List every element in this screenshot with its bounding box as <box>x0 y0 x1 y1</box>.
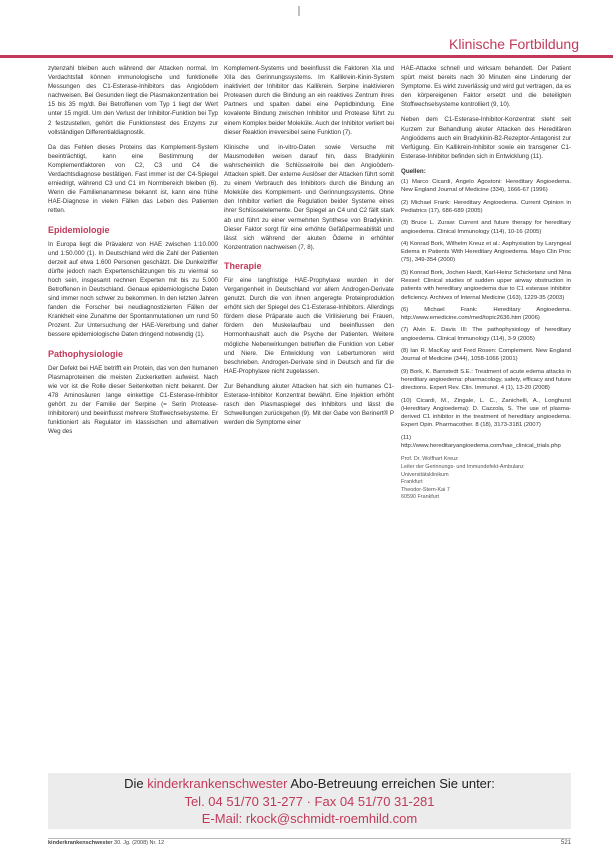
reference-list <box>401 178 571 450</box>
promo-headline <box>48 775 571 793</box>
promo-phone: Tel. 04 51/70 31-277 · Fax 04 51/70 31-281 <box>184 794 435 809</box>
heading-pathophysiologie: Pathophysiologie <box>48 348 124 359</box>
heading-therapie: Therapie <box>224 260 262 271</box>
reference-item: (4) Konrad Bork, Wilhelm Kreuz et al.: Asphyxiation by Laryngeal Edema in Patients With Hereditary Angioedema. Mayo Clin Proc (75), 349-354 (2000) <box>401 240 571 264</box>
paragraph: HAE-Attacke schnell und wirksam behandelt. Der Patient spürt meist bereits nach 30 Minuten eine Linderung der Symptome. Es wirkt zuverlässig und wird gut vertragen, da es den körpereigenen Faktor ersetzt und die beteiligten Stoffwechselsysteme kontrolliert (9, 10). <box>401 65 571 109</box>
page-header <box>0 0 613 62</box>
paragraph: Für eine langfristige HAE-Prophylaxe wurden in der Vergangenheit in Deutschland vor allem Androgen-Derivate genutzt. Durch die von ihnen angeregte Proteinproduktion erhöht sich der Spiegel des C1-Esterase-Inhibitors. Allerdings fördern diese Präparate auch die Virilisierung bei Frauen, fördern den Muskelaufbau und beeinflussen den Hormonhaushalt auch die Psyche der Patienten. Weitere mögliche Nebenwirkungen betreffen die Funktion von Leber und Niere. Die Entwicklung von Lebertumoren wird beschrieben. Androgen-Derivate sind in Deutsch and für die HAE-Prophylaxe nicht zugelassen. <box>224 276 394 375</box>
paragraph: Klinische und in-vitro-Daten sowie Versuche mit Mausmodellen weisen darauf hin, dass Bradykinin wahrscheinlich die Schlüsselrolle bei den Angioödem-Attacken spielt. Der externe Auslöser der Attacken führt somit zu einem Verbrauch des Inhibitors durch die Bindung an Moleküle des Komplement- und Gerinnungssystems. Ohne den Inhibitor verliert die Regulation beider Systeme eines ihrer Schlüsselelemente. Der Spiegel an C4 und C2 fällt stark ab und führt zu einer vermehrten Synthese von Bradykinin. Dieser Faktor sorgt für eine erhöhte Gefäßpermeabilität und lässt sich während der akuten Ödeme in erhöhter Konzentration nachweisen (7, 8). <box>224 143 394 251</box>
reference-item: (6) Michael Frank: Hereditary Angioedema. http://www.emedicine.com/med/topic2636.htm (2006) <box>401 306 571 322</box>
paragraph: Zur Behandlung akuter Attacken hat sich ein humanes C1-Esterase-Inhibitor Konzentrat bewährt. Eine Injektion erhöht rasch den Plasmaspiegel des Inhibitors und lässt die Schwellungen zurückgehen (9). Mit der Gabe von Berinert® P werden die Symptome einer <box>224 382 394 427</box>
address-line: Universitätsklinikum <box>401 471 449 478</box>
footer-rule <box>48 838 571 839</box>
reference-item: (9) Bork, K. Barnstedt S.E.: Treatment of acute edema attacks in hereditary angioedema: pharmacology, safety, efficacy and future directions. Expert Rev. Clin. Immunol. 4 (1), 13-20 (2008) <box>401 368 571 392</box>
paragraph: Komplement-Systems und beeinflusst die Faktoren XIa und XIIa des Gerinnungssystems. Im Kallikrein-Kinin-System inaktiviert der Inhibitor das Kallikrein. Serpine inaktivieren Proteasen durch die Bindung an ein reaktives Zentrum ihres Partners und spalten dabei eine Peptidbindung. Eine kovalente Bindung zwischen Inhibitor und Protease führt zu einem Komplex beider Moleküle. Auch der Inhibitor verliert bei dieser Reaktion irreversibel seine Funktion (7). <box>224 65 394 136</box>
promo-post: Abo-Betreuung erreichen Sie unter: <box>287 776 495 791</box>
reference-item: (5) Konrad Bork, Jochen Hardt, Karl-Heinz Schicketanz und Nina Ressel: Clinical studies of sudden upper airway obstruction in patients with hereditary angioedema due to C1 esterase inhibitor deficiency. Archives of Internal Medicine (163), 1229-35 (2003) <box>401 269 571 301</box>
reference-item: (11) http://www.hereditaryangioedema.com/hae_clinical_trials.php <box>401 434 561 450</box>
page-number: 521 <box>560 840 571 846</box>
address-line: Frankfurt <box>401 479 423 486</box>
address-line: Theodor-Stern-Kai 7 <box>401 486 450 493</box>
page-mark <box>298 6 300 16</box>
heading-epidemiologie: Epidemiologie <box>48 224 110 235</box>
references-heading: Quellen: <box>401 167 426 175</box>
footer-citation <box>48 840 164 846</box>
footer-journal: kinderkrankenschwester <box>48 840 113 846</box>
promo-brand: kinderkrankenschwester <box>147 776 288 791</box>
reference-item: (1) Marco Cicardi, Angelo Agostoni: Hereditary Angioedema. New England Journal of Medicine (334), 1666-67 (1996) <box>401 179 571 194</box>
address-line: 60590 Frankfurt <box>401 494 440 501</box>
column-1 <box>48 64 218 442</box>
subscription-box <box>48 773 571 829</box>
author-address <box>401 456 571 502</box>
address-line: Prof. Dr. Wolfhart Kreuz <box>401 456 458 463</box>
paragraph: Neben dem C1-Esterase-Inhibitor-Konzentrat steht seit Kurzem zur Behandlung akuter Attacken des Hereditären Angioödems auch ein Bradykinin-B2-Rezeptor-Antagonist zur Verfügung. Ein Kallikrein-Inhibitor sowie ein transgener C1-Esterase-Inhibitor befinden sich in Entwicklung (11). <box>401 116 571 160</box>
reference-item: (7) Alvin E. Davis III: The pathophysiology of hereditary angioedema. Clinical Immunology (114), 3-9 (2005) <box>401 327 571 342</box>
paragraph: Da das Fehlen dieses Proteins das Komplement-System beeinträchtigt, kann eine Bestimmung der Komplementfaktoren von C2, C3 und C4 die Verdachtsdiagnose bestätigen. Fast immer ist der C4-Spiegel erniedrigt, während C3 und C1 im Normbereich bleiben (6). Wenn die Familienanamnese bekannt ist, kann eine frühe HAE-Diagnose in vielen Fällen das Leben des Patienten retten. <box>48 143 218 215</box>
footer-issue: 30. Jg. (2008) Nr. 12 <box>112 840 165 846</box>
column-2 <box>224 64 394 433</box>
reference-item: (10) Cicardi, M., Zingale, L. C., Zanichelli, A., Longhurst (Hereditary Angioedema): D. Cazzola, S. The use of plasma-derived C1 inhibitor in the treatment of hereditary angioedema. Expert Opin. Pharmacother. 8 (18), 3173-3181 (2007) <box>401 397 571 429</box>
section-title: Klinische Fortbildung <box>449 36 579 52</box>
paragraph: zytenzahl bleiben auch während der Attacken normal. Im Verdachtsfall können immunologische und funktionelle Messungen des C1-Esterase-Inhibitors das Angioödem nachweisen. Bei Gesunden liegt die Plasmakonzentration bei 15 bis 35 mg/dl. Bei Betroffenen vom Typ 1 liegt der Wert unter 15 mg/dl. Um den Verlust der Inhibitor-Funktion bei Typ 2 festzustellen, gehört die Funktionstest des Enzyms zur vollständigen Differentialdiagnostik. <box>48 65 218 136</box>
promo-pre: Die <box>124 776 148 791</box>
promo-email[interactable]: E-Mail: rkock@schmidt-roemhild.com <box>201 811 418 826</box>
reference-item: (8) Ian R. MacKay and Fred Rosen: Complement. New England Journal of Medicine (344), 1058-1066 (2001) <box>401 348 571 363</box>
reference-item: (3) Bruce L. Zuraw: Current and future therapy for hereditary angioedema. Clinical Immunology (114), 10-16 (2005) <box>401 220 571 235</box>
header-rule <box>0 55 613 58</box>
paragraph: In Europa liegt die Prävalenz von HAE zwischen 1:10.000 und 1:50.000 (1). In Deutschland wird die Zahl der Patienten derzeit auf etwa 1.600 Personen geschätzt. Die Dunkelziffer dürfte jedoch nach Expertenschätzungen bis zu viermal so hoch sein, insgesamt rechnen Experten mit bis zu 5.000 Betroffenen in Deutschland. Genaue epidemiologische Daten sind immer noch schwer zu bekommen. In den letzten Jahren fanden die Forscher bei neudiagnostizierten Fällen der Krankheit eine Zunahme der Spontanmutationen um rund 50 Prozent. Zur Untersuchung der HAE-Vererbung und daher bessere epidemiologische Daten dringend notwendig (1). <box>48 240 218 339</box>
reference-item: (2) Michael Frank: Hereditary Angioedema. Current Opinion in Pediatrics (17), 686-689 (2005) <box>401 199 571 214</box>
paragraph: Der Defekt bei HAE betrifft ein Protein, das von den humanen Plasmaproteinen die meisten Zuckerketten aufweist. Nach wie vor ist die Rolle dieser Seitenketten nicht bekannt. Der 478 Aminosäuren lange einkettige C1-Esterase-Inhibitor gehört zu der Familie der Serpine (= Serin Protease-Inhibitoren) und beeinflusst mehrere Stoffwechselsysteme. Er funktioniert als Regulator im klassischen und alternativen Weg des <box>48 364 218 436</box>
address-line: Leiter der Gerinnungs- und Immundefekt-Ambulanz <box>401 463 524 470</box>
column-3 <box>401 64 571 502</box>
